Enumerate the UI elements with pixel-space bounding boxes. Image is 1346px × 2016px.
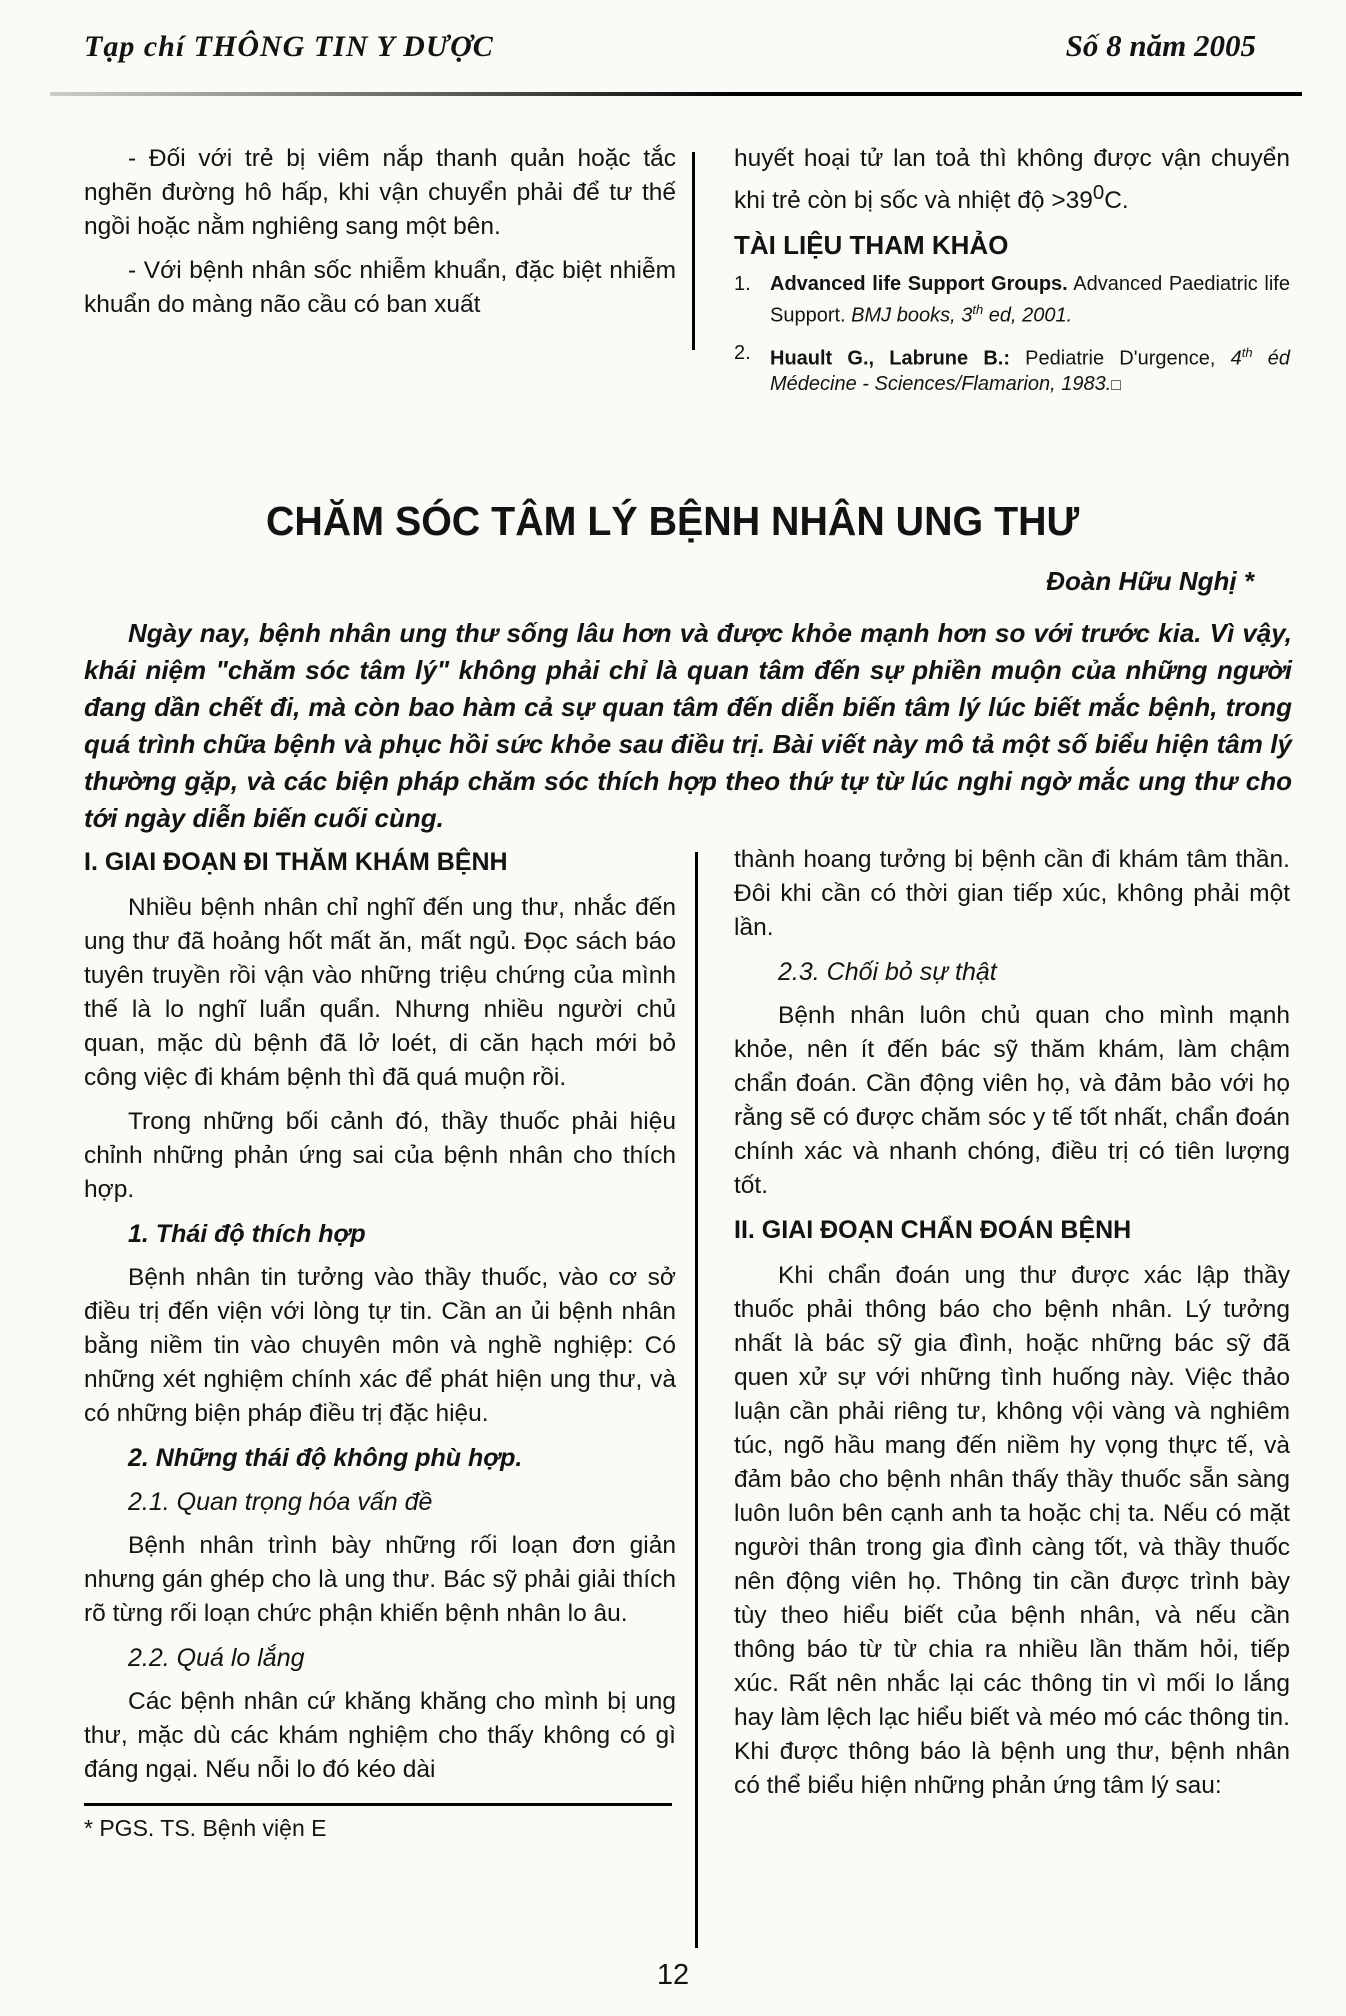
body-paragraph: Các bệnh nhân cứ khăng khăng cho mình bị ung thư, mặc dù các khám nghiệm cho thấy không có gì đáng ngại. Nếu nỗi lo đó kéo dài bbox=[84, 1688, 676, 1783]
subsection-heading-2-1: 2.1. Quan trọng hóa vấn đề bbox=[128, 1488, 433, 1516]
body-column-divider bbox=[695, 852, 698, 1948]
body-paragraph: Bệnh nhân tin tưởng vào thầy thuốc, vào cơ sở điều trị đến viện với lòng tự tin. Cần an ủi bệnh nhân bằng niềm tin vào chuyên môn và nghề nghiệp: Có những xét nghiệm chính xác để phát hiện ung thư, và có những biện pháp điều trị đặc hiệu. bbox=[84, 1264, 676, 1427]
reference-number: 1. bbox=[734, 273, 751, 296]
subsection-heading-2: 2. Những thái độ không phù hợp. bbox=[128, 1444, 523, 1472]
reference-item bbox=[734, 271, 1290, 331]
body-paragraph: Trong những bối cảnh đó, thầy thuốc phải hiệu chỉnh những phản ứng sai của bệnh nhân cho thích hợp. bbox=[84, 1108, 676, 1203]
page-number: 12 bbox=[656, 1959, 690, 1991]
journal-title: Tạp chí THÔNG TIN Y DƯỢC bbox=[84, 30, 494, 63]
article-author: Đoàn Hữu Nghị * bbox=[1046, 566, 1254, 596]
article-title-block bbox=[0, 498, 1346, 545]
header-divider-rule bbox=[50, 92, 1302, 96]
end-of-article-mark: □ bbox=[1111, 377, 1121, 395]
top-column-divider bbox=[692, 152, 695, 350]
prev-article-paragraph: huyết hoại tử lan toả thì không được vận chuyển khi trẻ còn bị sốc và nhiệt độ $>39^0C$. bbox=[734, 145, 1290, 215]
reference-text: Advanced life Support Groups. Advanced Paediatric life Support. BMJ books, 3th ed, 2001. bbox=[770, 273, 1290, 327]
body-paragraph: Khi chẩn đoán ung thư được xác lập thầy thuốc phải thông báo cho bệnh nhân. Lý tưởng nhất là bác sỹ gia đình, hoặc những bác sỹ đã quen xử sự với những tình huống này. Việc thảo luận cần phải riêng tư, không vội vàng và nghiêm túc, ngõ hầu mang đến niềm hy vọng thực tế, và đảm bảo cho bệnh nhân thấy thầy thuốc sẵn sàng luôn luôn bên cạnh anh ta hoặc chị ta. Nếu có mặt người thân trong gia đình càng tốt, và thầy thuốc nên động viên họ. Thông tin cần được trình bày tùy theo hiểu biết của bệnh nhân, và nếu cần thông báo từ từ chia ra nhiều lần thăm hỏi, tiếp xúc. Rất nên nhắc lại các thông tin vì mối lo lắng hay làm lệch lạc hiểu biết và méo mó các thông tin. Khi được thông báo là bệnh ung thư, bệnh nhân có thể biểu hiện những phản ứng tâm lý sau: bbox=[734, 1262, 1290, 1799]
issue-label: Số 8 năm 2005 bbox=[1065, 28, 1256, 63]
article-right-column bbox=[734, 843, 1290, 1813]
prev-article-paragraph: - Đối với trẻ bị viêm nắp thanh quản hoặc tắc nghẽn đường hô hấp, khi vận chuyển phải để tư thế ngồi hoặc nằm nghiêng sang một bên. bbox=[84, 145, 676, 240]
references-heading: TÀI LIỆU THAM KHẢO bbox=[734, 230, 1009, 261]
subsection-heading-1-1: 1. Thái độ thích hợp bbox=[128, 1220, 366, 1248]
prev-article-paragraph: - Với bệnh nhân sốc nhiễm khuẩn, đặc biệt nhiễm khuẩn do màng não cầu có ban xuất bbox=[84, 257, 676, 318]
subsection-heading-2-2: 2.2. Quá lo lắng bbox=[128, 1644, 305, 1672]
body-paragraph: Nhiều bệnh nhân chỉ nghĩ đến ung thư, nhắc đến ung thư đã hoảng hốt mất ăn, mất ngủ. Đọc sách báo tuyên truyền rồi vận vào những triệu chứng của mình thế là lo nghĩ luẩn quẩn. Nhưng nhiều người chủ quan, mặc dù bệnh đã lở loét, di căn hạch mới bỏ công việc đi khám bệnh thì đã quá muộn rồi. bbox=[84, 894, 676, 1091]
subsection-heading-2-3: 2.3. Chối bỏ sự thật bbox=[778, 958, 997, 986]
reference-item bbox=[734, 340, 1290, 400]
footnote-rule bbox=[84, 1803, 672, 1806]
section-heading-1: I. GIAI ĐOẠN ĐI THĂM KHÁM BỆNH bbox=[84, 848, 508, 876]
footnote-text: * PGS. TS. Bệnh viện E bbox=[84, 1815, 327, 1841]
article-title: CHĂM SÓC TÂM LÝ BỆNH NHÂN UNG THƯ bbox=[266, 498, 1080, 544]
prev-article-right-column bbox=[734, 142, 1290, 408]
section-heading-2: II. GIAI ĐOẠN CHẨN ĐOÁN BỆNH bbox=[734, 1216, 1132, 1244]
page-header bbox=[84, 28, 1256, 64]
body-paragraph: thành hoang tưởng bị bệnh cần đi khám tâm thần. Đôi khi cần có thời gian tiếp xúc, không phải một lần. bbox=[734, 846, 1290, 941]
body-paragraph: Bệnh nhân luôn chủ quan cho mình mạnh khỏe, nên ít đến bác sỹ thăm khám, làm chậm chẩn đoán. Cần động viên họ, và đảm bảo với họ rằng sẽ có được chăm sóc y tế tốt nhất, chẩn đoán chính xác và nhanh chóng, điều trị có tiên lượng tốt. bbox=[734, 1002, 1290, 1199]
article-left-column bbox=[84, 843, 676, 1842]
article-abstract: Ngày nay, bệnh nhân ung thư sống lâu hơn và được khỏe mạnh hơn so với trước kia. Vì vậy, khái niệm "chăm sóc tâm lý" không phải chỉ là quan tâm đến sự phiền muộn của những người đang dần chết đi, mà còn bao hàm cả sự quan tâm đến diễn biến tâm lý lúc biết mắc bệnh, trong quá trình chữa bệnh và phục hồi sức khỏe sau điều trị. Bài viết này mô tả một số biểu hiện tâm lý thường gặp, và các biện pháp chăm sóc thích hợp theo thứ tự từ lúc nghi ngờ mắc ung thư cho tới ngày diễn biến cuối cùng. bbox=[84, 618, 1292, 833]
degree-superscript: 0 bbox=[1092, 182, 1105, 204]
reference-text: Huault G., Labrune B.: Pediatrie D'urgence, 4th éd Médecine - Sciences/Flamarion, 1983.□ bbox=[770, 344, 1290, 396]
footnote-block bbox=[84, 1803, 676, 1842]
body-paragraph: Bệnh nhân trình bày những rối loạn đơn giản nhưng gán ghép cho là ung thư. Bác sỹ phải giải thích rõ từng rối loạn chức phận khiến bệnh nhân lo âu. bbox=[84, 1532, 676, 1627]
prev-article-left-column bbox=[84, 142, 676, 332]
reference-number: 2. bbox=[734, 341, 751, 364]
